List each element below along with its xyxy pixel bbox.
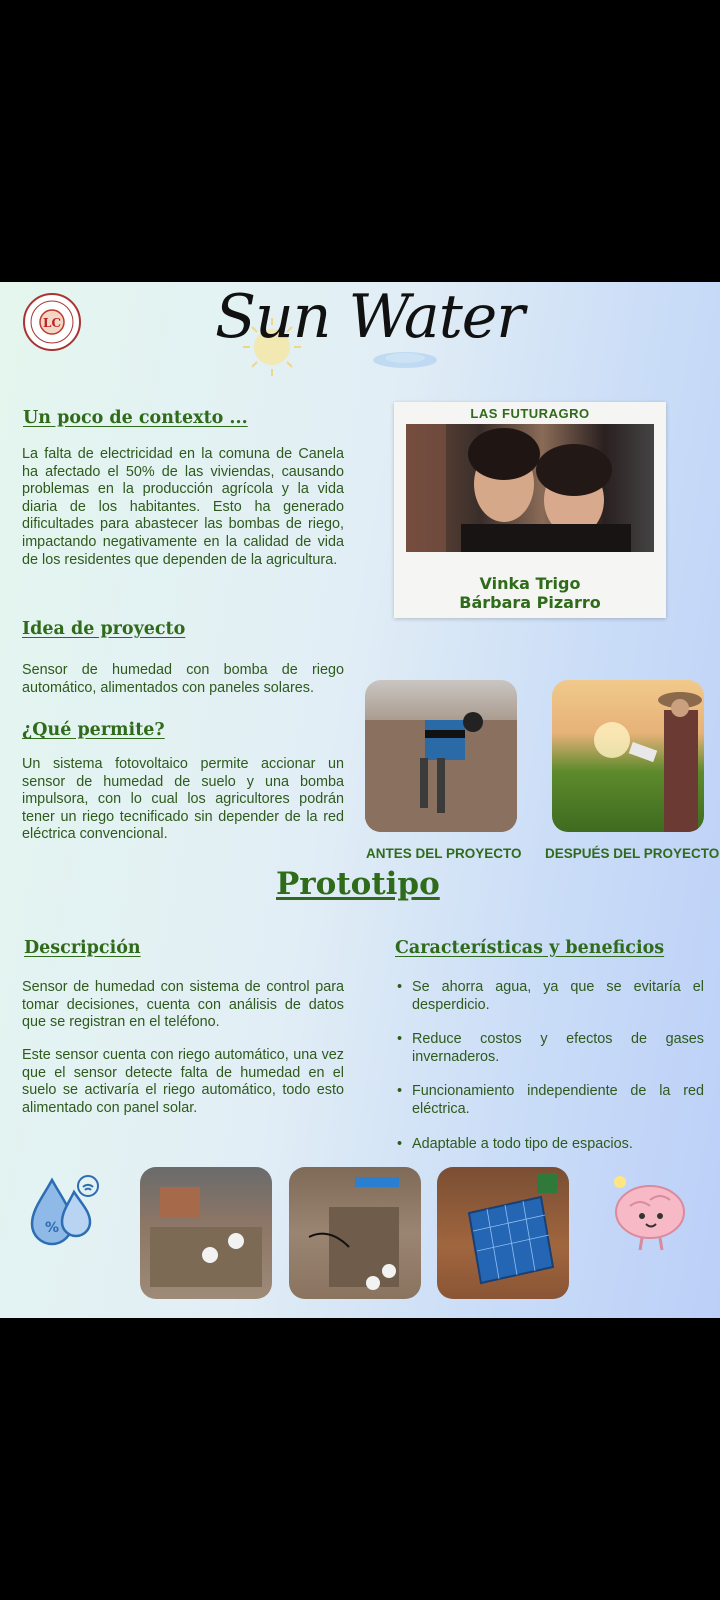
descripcion-text-1: Sensor de humedad con sistema de control para tomar decisiones, cuenta con análisis de datos que se registran en el teléfono. [22,979,344,1031]
descripcion-text-2: Este sensor cuenta con riego automático, una vez que el sensor detecte falta de humedad en el suelo se activaría el riego automático, todo esto alimentado con panel solar. [22,1047,344,1116]
team-photo-card [394,402,666,618]
permite-text: Un sistema fotovoltaico permite accionar un sensor de humedad de suelo y una bomba impulsora, con lo cual los agricultores podrán tener un riego tecnificado sin depender de la red eléctrica convencional. [22,756,344,843]
water-drop-icon [28,1172,104,1248]
team-photo [406,424,654,552]
feature-item: • Reduce costos y efectos de gases invernaderos. [397,1031,704,1066]
svg-text:%: % [44,1220,60,1236]
feature-item: • Funcionamiento independiente de la red eléctrica. [397,1083,704,1118]
after-caption: DESPUÉS DEL PROYECTO [545,846,720,861]
brain-mascot-icon [606,1170,690,1254]
prototype-photo-2 [289,1167,421,1299]
idea-text: Sensor de humedad con bomba de riego automático, alimentados con paneles solares. [22,662,344,696]
feature-item: • Se ahorra agua, ya que se evitaría el desperdicio. [397,979,704,1014]
descripcion-heading: Descripción [24,938,141,958]
prototype-photo-3 [437,1167,569,1299]
after-project-photo [552,680,704,832]
poster [0,282,720,1318]
feature-item: • Adaptable a todo tipo de espacios. [397,1136,704,1154]
before-project-photo [365,680,517,832]
permite-heading: ¿Qué permite? [22,720,165,740]
context-text: La falta de electricidad en la comuna de Canela ha afectado el 50% de las viviendas, causando problemas en la producción agrícola y la vida diaria de los habitantes. Esto ha generado dificultades para abastecer las bombas de riego, impactando negativamente en la calidad de vida de los residentes que dependen de la agricultura. [22,446,344,568]
school-logo [22,292,82,352]
context-heading: Un poco de contexto ... [23,408,248,428]
prototipo-heading: Prototipo [276,866,440,902]
poster-title: Sun Water [215,282,524,352]
idea-heading: Idea de proyecto [22,619,186,639]
prototype-photo-1 [140,1167,272,1299]
team-label: LAS FUTURAGRO [470,406,590,421]
features-list [397,979,704,1170]
before-caption: ANTES DEL PROYECTO [366,846,522,861]
svg-text:LC: LC [43,316,61,330]
member-2-name: Bárbara Pizarro [459,593,601,612]
features-heading: Características y beneficios [395,938,665,958]
member-1-name: Vinka Trigo [479,574,581,593]
